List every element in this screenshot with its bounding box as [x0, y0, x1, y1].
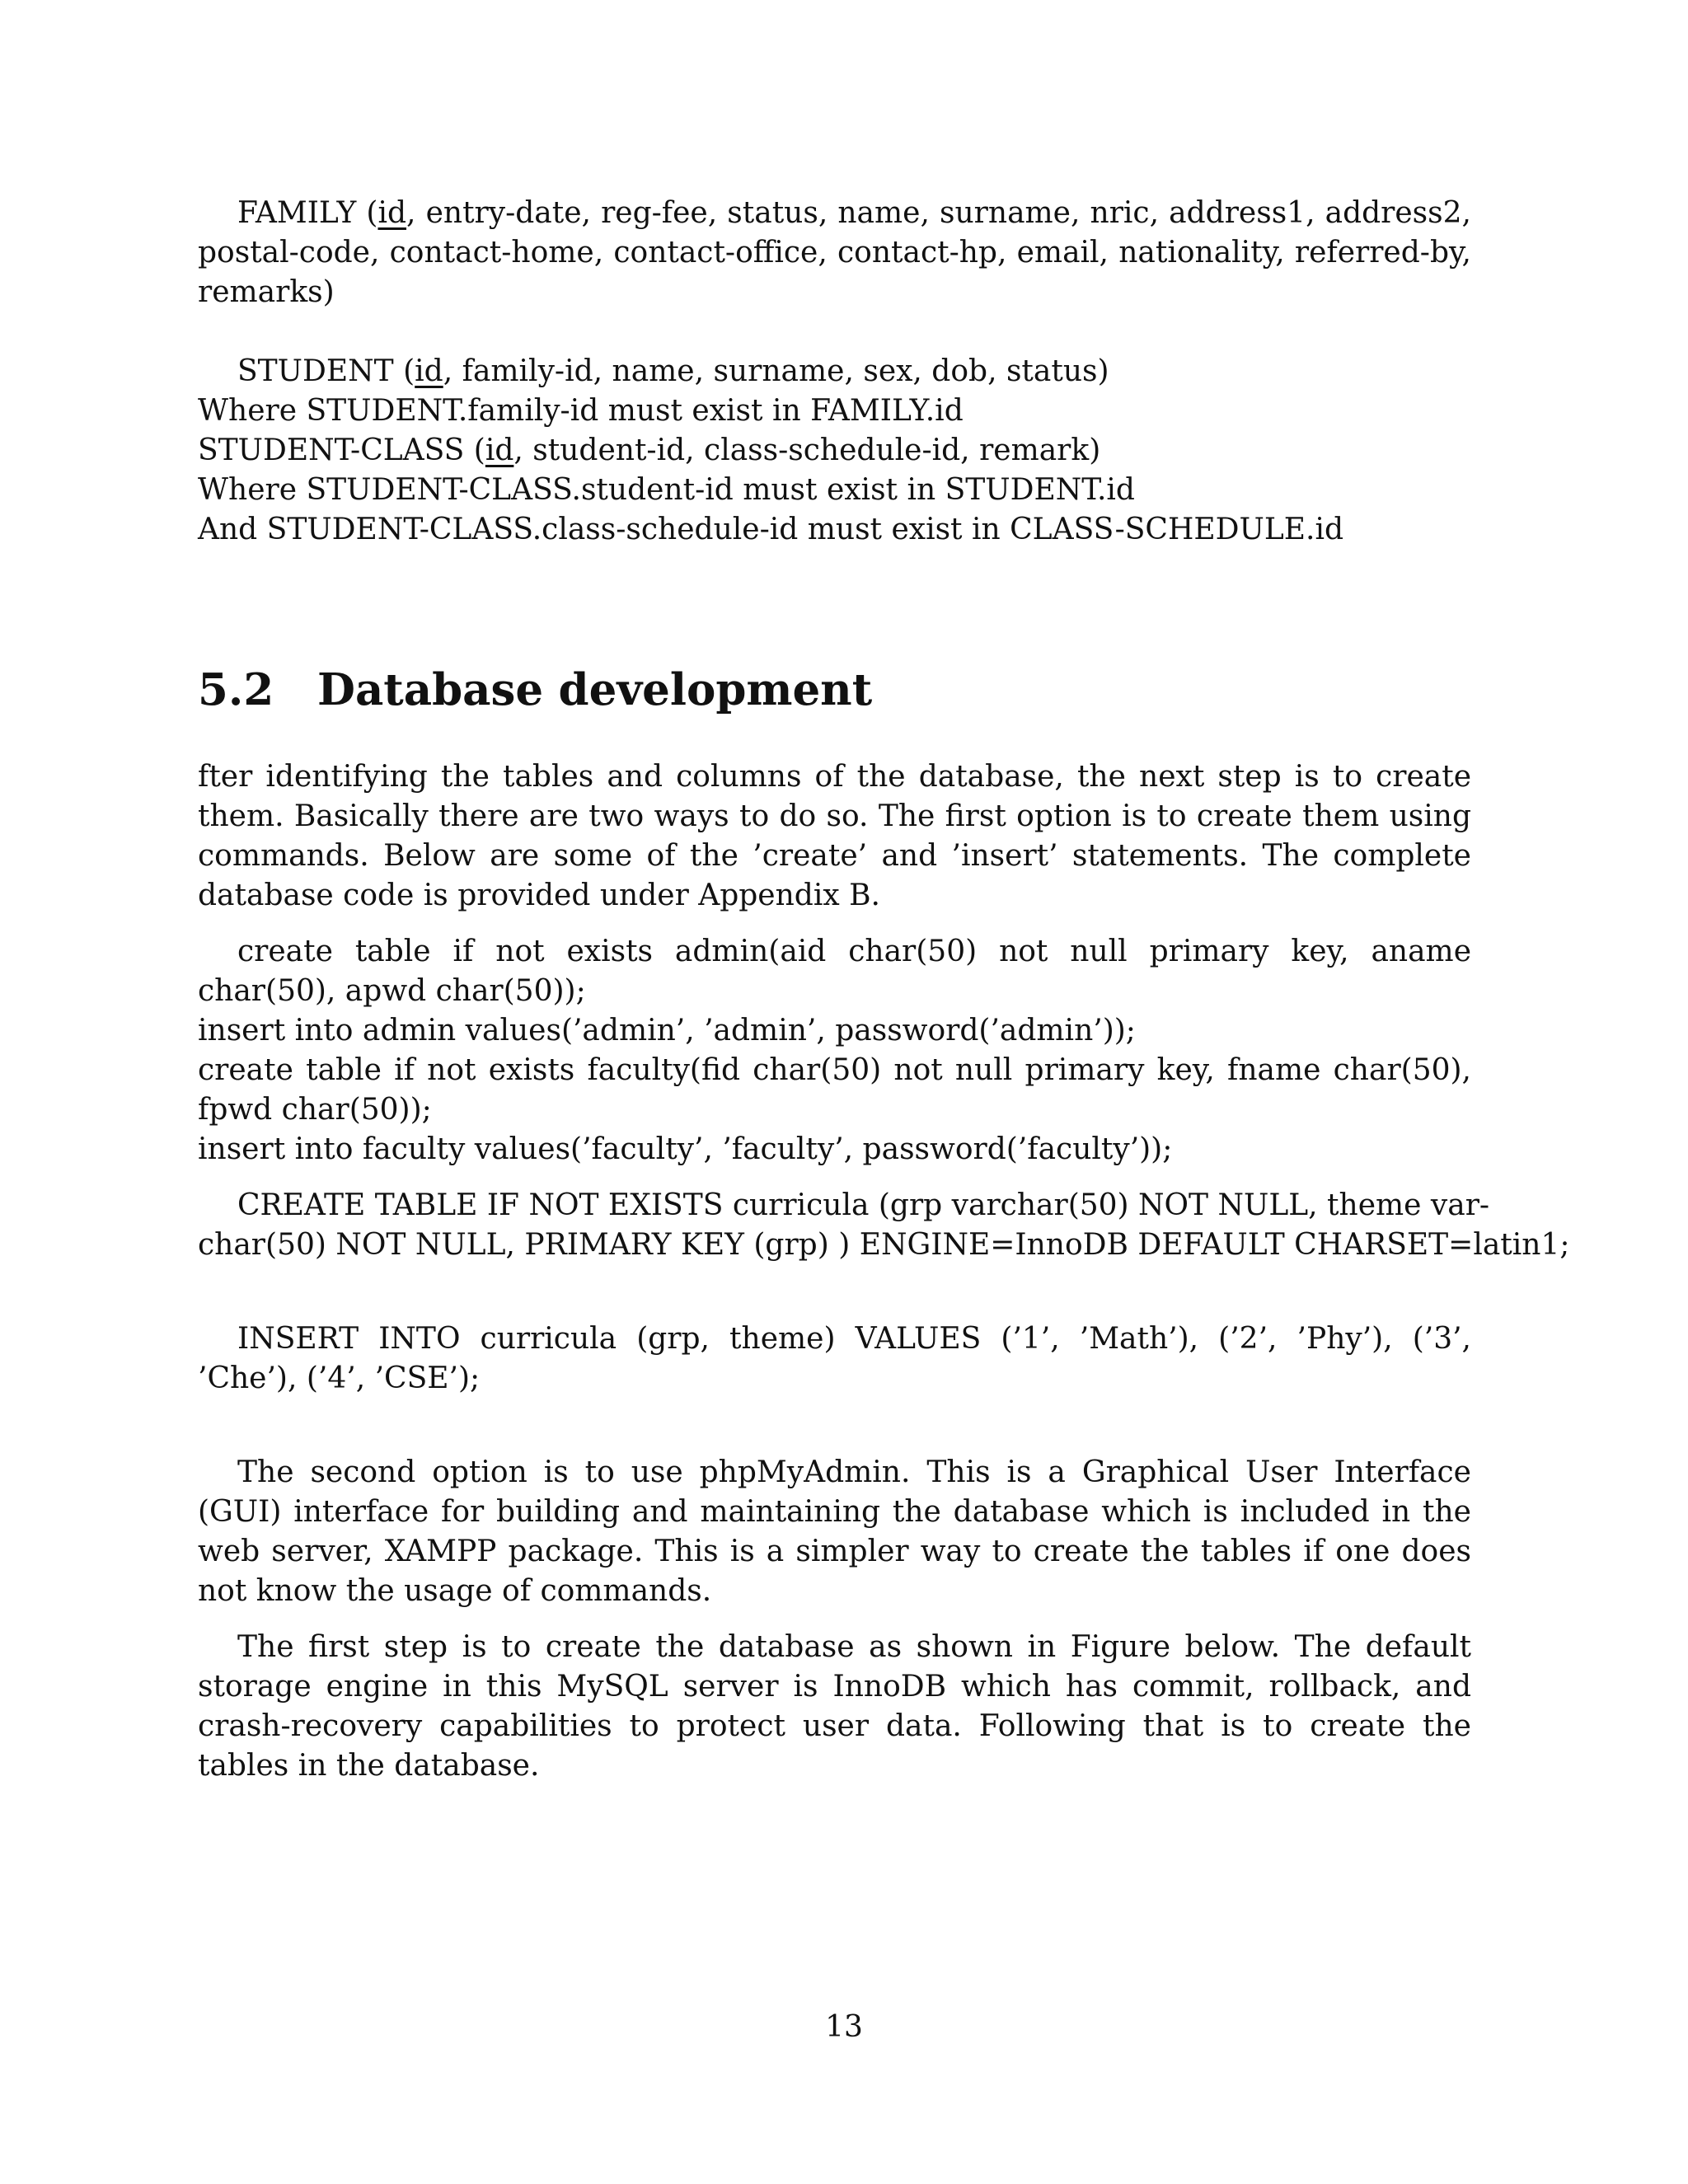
spacer: [198, 1169, 1471, 1186]
page-number: 13: [825, 2010, 863, 2044]
spacer: [198, 1265, 1471, 1319]
family-table-name: FAMILY: [237, 196, 357, 230]
code-faculty-insert: insert into faculty values(’faculty’, ’faculty’, password(’faculty’));: [198, 1132, 1173, 1166]
section-heading: [198, 663, 1471, 716]
spacer: [198, 312, 1471, 352]
create-curricula-line-1: CREATE TABLE IF NOT EXISTS curricula (grp varchar(50) NOT NULL, theme var-: [237, 1188, 1490, 1222]
family-open-paren: (: [356, 196, 378, 230]
spacer: [198, 716, 1471, 757]
code-admin-insert: insert into admin values(’admin’, ’admin’, password(’admin’));: [198, 1014, 1136, 1047]
student-class-open-paren: (: [464, 434, 485, 467]
page-content: [198, 194, 1570, 1786]
student-class-primary-key: id: [485, 434, 514, 467]
student-table-name: STUDENT: [237, 354, 394, 388]
student-constraint: Where STUDENT.family-id must exist in FAMILY.id: [198, 394, 964, 428]
code-admin-create: create table if not exists admin(aid char(50) not null primary key, aname char(50), apwd char(50));: [198, 935, 1471, 1008]
student-class-constraint-1: Where STUDENT-CLASS.student-id must exist in STUDENT.id: [198, 473, 1135, 507]
student-class-schema: [198, 431, 1471, 471]
intro-paragraph: fter identifying the tables and columns of the database, the next step is to create them. Basically there are two ways to do so. The first option is to create them using commands. Below are some of the ’create’ and ’insert’ statements. The complete database code is provided under Appendix B.: [198, 760, 1471, 912]
section-title: Database development: [317, 664, 873, 715]
insert-curricula: INSERT INTO curricula (grp, theme) VALUES (’1’, ’Math’), (’2’, ’Phy’), (’3’, ’Che’), (’4’, ’CSE’);: [198, 1322, 1471, 1395]
student-class-table-name: STUDENT-CLASS: [198, 434, 465, 467]
spacer: [198, 916, 1471, 932]
section-number: 5.2: [198, 664, 274, 715]
code-faculty-create: create table if not exists faculty(fid char(50) not null primary key, fname char(50), fpwd char(50));: [198, 1053, 1471, 1127]
student-primary-key: id: [415, 354, 443, 388]
family-columns: , entry-date, reg-fee, status, name, surname, nric, address1, address2, postal-code, contact-home, contact-office, contact-hp, email, nationality, referred-by, remarks): [198, 196, 1471, 309]
student-class-constraint-2: And STUDENT-CLASS.class-schedule-id must exist in CLASS-SCHEDULE.id: [198, 513, 1344, 546]
spacer: [198, 1399, 1471, 1453]
second-option-paragraph: The second option is to use phpMyAdmin. This is a Graphical User Interface (GUI) interface for building and maintaining the database which is included in the web server, XAMPP package. This is a simpler way to create the tables if one does not know the usage of commands.: [198, 1455, 1471, 1608]
family-schema: [198, 194, 1471, 312]
first-step-paragraph: The first step is to create the database as shown in Figure below. The default storage engine in this MySQL server is InnoDB which has commit, rollback, and crash-recovery capabilities to protect user data. Following that is to create the tables in the database.: [198, 1630, 1471, 1783]
student-columns: , family-id, name, surname, sex, dob, status): [443, 354, 1109, 388]
create-curricula-line-2: char(50) NOT NULL, PRIMARY KEY (grp) ) ENGINE=InnoDB DEFAULT CHARSET=latin1;: [198, 1228, 1570, 1262]
spacer: [198, 550, 1471, 663]
spacer: [198, 1611, 1471, 1628]
student-class-columns: , student-id, class-schedule-id, remark): [513, 434, 1101, 467]
student-schema: [198, 352, 1471, 391]
student-open-paren: (: [393, 354, 415, 388]
family-primary-key: id: [377, 196, 407, 230]
